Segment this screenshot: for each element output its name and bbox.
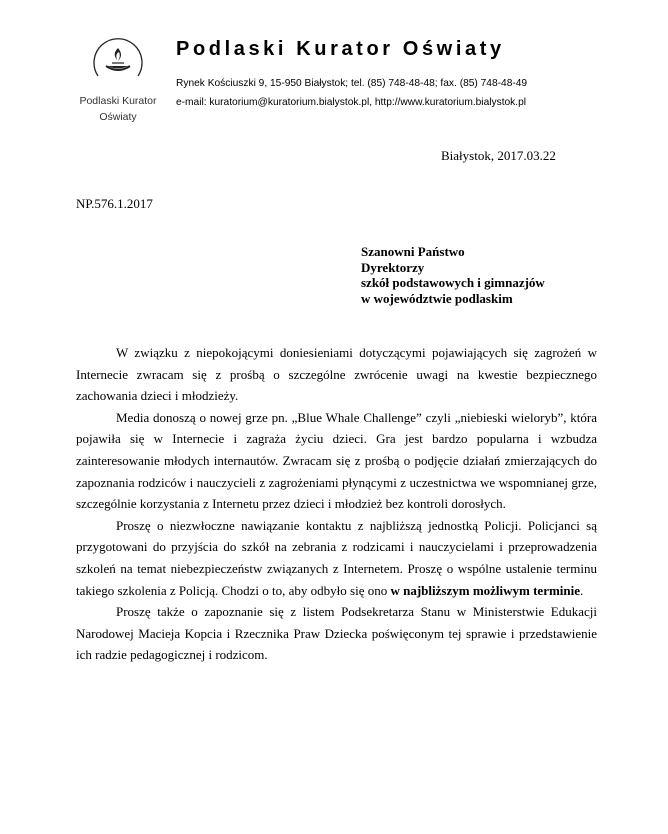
letter-date: Białystok, 2017.03.22 — [441, 148, 556, 163]
lamp-emblem-icon — [88, 32, 148, 92]
reference-number: NP.576.1.2017 — [76, 196, 153, 211]
organization-address: Rynek Kościuszki 9, 15-950 Białystok; tel. (85) 748-48-48; fax. (85) 748-48-49 — [176, 78, 528, 89]
body-paragraph-end: . — [580, 582, 584, 598]
logo-caption-line1: Podlaski Kurator — [79, 95, 157, 107]
body-paragraph-text: Media donoszą o nowej grze pn. „Blue Whale Challenge” czyli „niebieski wieloryb”, która pojawiła się w Internecie i zagraża życiu dzieci. Gra jest bardzo popularna i wzbudza zainteresowanie młodych internautów. Zwracam się z prośbą o podjęcie działań zmierzających do zapoznania rodziców i nauczycieli z zagrożeniami płynącymi z uczestnictwa we wspomnianej grze, szczególnie korzystania z Internetu przez dzieci i młodzież bez kontroli dorosłych. — [76, 409, 597, 512]
letter-body — [76, 342, 597, 666]
organization-name: Podlaski Kurator Oświaty — [176, 38, 505, 60]
recipient-line: w województwie podlaskim — [361, 290, 513, 306]
recipient-line: szkół podstawowych i gimnazjów — [361, 275, 545, 290]
organization-contact: e-mail: kuratorium@kuratorium.bialystok.pl, http://www.kuratorium.bialystok.pl — [176, 97, 527, 108]
body-paragraph: Proszę także o zapoznanie się z listem Podsekretarza Stanu w Ministerstwie Edukacji Narodowej Macieja Kopcia i Rzecznika Praw Dziecka poświęconym tej sprawie i przedstawienie ich radzie pedagogicznej i rodzicom. — [76, 604, 597, 663]
body-paragraph: W związku z niepokojącymi doniesieniami dotyczącymi pojawiających się zagrożeń w Internecie zwracam się z prośbą o szczególne zwrócenie uwagi na kwestie bezpiecznego zachowania dzieci i młodzieży. — [76, 345, 597, 404]
body-paragraph — [76, 407, 597, 515]
logo-caption-line2: Oświaty — [99, 111, 137, 123]
body-paragraph — [76, 515, 597, 601]
recipient-line: Szanowni Państwo — [361, 244, 465, 259]
recipient-line: Dyrektorzy — [361, 259, 425, 275]
body-paragraph-text: Proszę o niezwłoczne nawiązanie kontaktu z najbliższą jednostką Policji. Policjanci są przygotowani do przyjścia do szkół na zebrania z rodzicami i nauczycielami i przeprowadzenia szkoleń na temat niebezpieczeństw związanych z Internetem. Proszę o wspólne ustalenie terminu takiego szkolenia z Policją. Chodzi o to, aby odbyło się ono — [76, 517, 597, 598]
emphasized-text: w najbliższym możliwym terminie — [390, 582, 581, 598]
institution-logo — [70, 32, 166, 127]
recipient-block — [361, 244, 545, 306]
